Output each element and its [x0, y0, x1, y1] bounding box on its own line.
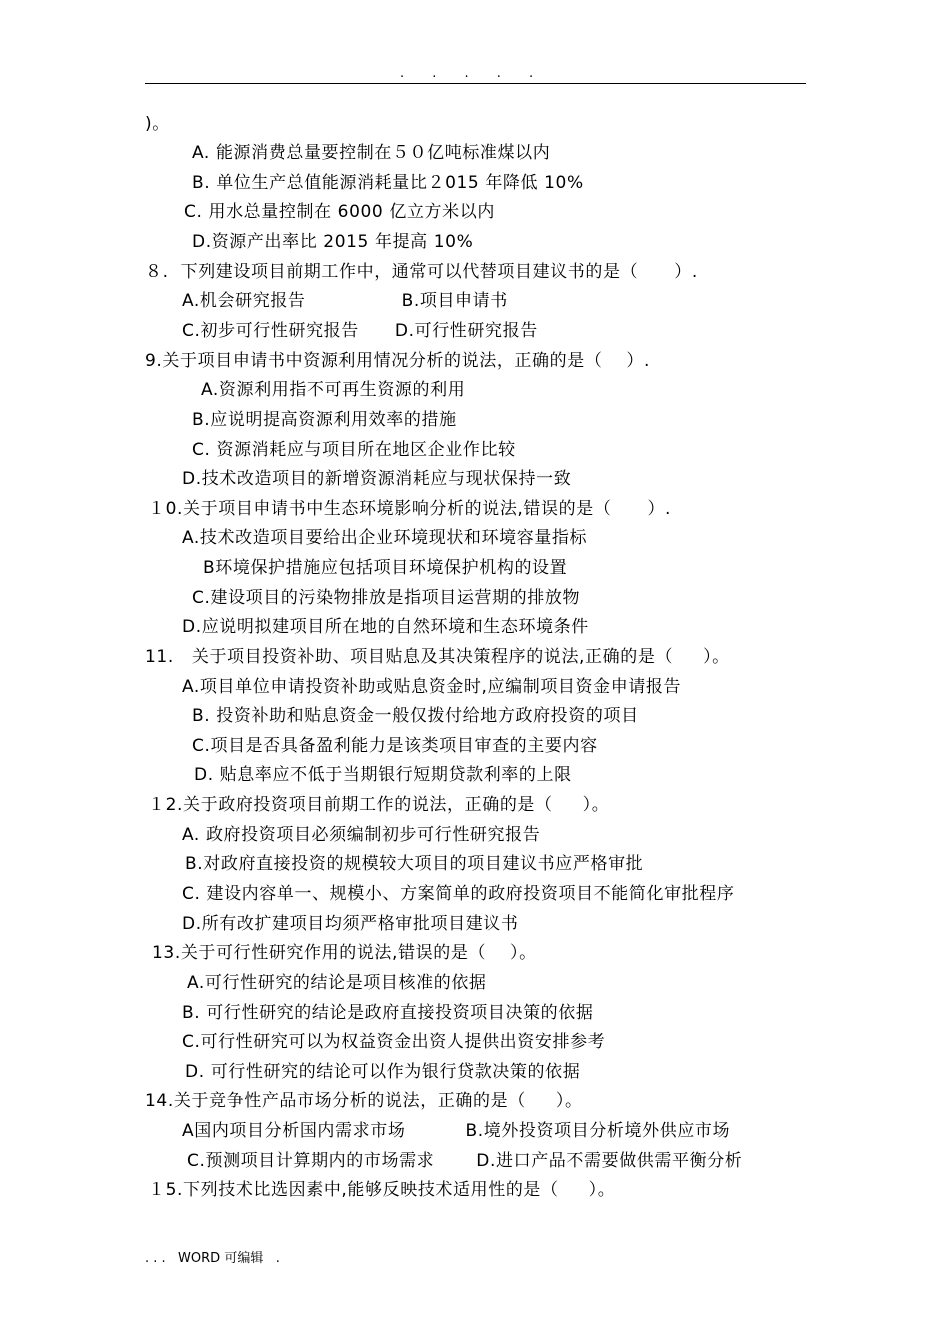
text-line: A. 政府投资项目必须编制初步可行性研究报告	[182, 825, 541, 845]
text-line: A.可行性研究的结论是项目核准的依据	[187, 973, 487, 993]
text-line: B.应说明提高资源利用效率的措施	[192, 410, 457, 430]
text-line: 11. 关于项目投资补助、项目贴息及其决策程序的说法,正确的是（ ）。	[145, 647, 730, 667]
text-line: D.所有改扩建项目均须严格审批项目建议书	[182, 914, 519, 934]
text-line: D.应说明拟建项目所在地的自然环境和生态环境条件	[182, 617, 589, 637]
text-line: C.项目是否具备盈利能力是该类项目审查的主要内容	[192, 736, 598, 756]
text-line: B环境保护措施应包括项目环境保护机构的设置	[203, 558, 568, 578]
text-line: B. 可行性研究的结论是政府直接投资项目决策的依据	[182, 1003, 594, 1023]
text-line: 14.关于竞争性产品市场分析的说法，正确的是（ ）。	[145, 1091, 583, 1111]
text-line: C.可行性研究可以为权益资金出资人提供出资安排参考	[182, 1032, 606, 1052]
text-line: 9.关于项目申请书中资源利用情况分析的说法，正确的是（ ）.	[145, 351, 651, 371]
header-dots: . . . . .	[400, 66, 534, 81]
text-line: D.技术改造项目的新增资源消耗应与现状保持一致	[182, 469, 572, 489]
text-line: １5.下列技术比选因素中,能够反映技术适用性的是（ ）。	[148, 1180, 616, 1200]
text-line: C.建设项目的污染物排放是指项目运营期的排放物	[192, 588, 581, 608]
text-line: C. 用水总量控制在 6000 亿立方米以内	[184, 202, 495, 222]
text-line: B. 投资补助和贴息资金一般仅拨付给地方政府投资的项目	[192, 706, 639, 726]
text-line: C.预测项目计算期内的市场需求 D.进口产品不需要做供需平衡分析	[187, 1151, 743, 1171]
text-line: A国内项目分析国内需求市场 B.境外投资项目分析境外供应市场	[182, 1121, 731, 1141]
text-line: C. 资源消耗应与项目所在地区企业作比较	[192, 440, 516, 460]
text-line: １2.关于政府投资项目前期工作的说法，正确的是（ ）。	[148, 795, 610, 815]
text-line: D. 贴息率应不低于当期银行短期贷款利率的上限	[194, 765, 572, 785]
text-line: )。	[145, 114, 170, 134]
text-line: A.资源利用指不可再生资源的利用	[201, 380, 466, 400]
footer-label: . . . WORD 可编辑 .	[145, 1251, 280, 1266]
text-line: 13.关于可行性研究作用的说法,错误的是（ ）。	[152, 943, 537, 963]
text-line: D.资源产出率比 2015 年提高 10%	[192, 232, 474, 252]
text-line: １0.关于项目申请书中生态环境影响分析的说法,错误的是（ ）.	[148, 499, 672, 519]
text-line: B. 单位生产总值能源消耗量比２015 年降低 10%	[192, 173, 584, 193]
header-rule	[145, 83, 806, 84]
text-line: C.初步可行性研究报告 D.可行性研究报告	[182, 321, 538, 341]
text-line: B.对政府直接投资的规模较大项目的项目建议书应严格审批	[185, 854, 644, 874]
text-line: A. 能源消费总量要控制在５０亿吨标准煤以内	[192, 143, 551, 163]
text-line: A.项目单位申请投资补助或贴息资金时,应编制项目资金申请报告	[182, 677, 682, 697]
text-line: A.技术改造项目要给出企业环境现状和环境容量指标	[182, 528, 588, 548]
text-line: ８. 下列建设项目前期工作中，通常可以代替项目建议书的是（ ）.	[145, 262, 698, 282]
text-line: C. 建设内容单一、规模小、方案简单的政府投资项目不能简化审批程序	[182, 884, 735, 904]
text-line: D. 可行性研究的结论可以作为银行贷款决策的依据	[185, 1062, 581, 1082]
text-line: A.机会研究报告 B.项目申请书	[182, 291, 508, 311]
